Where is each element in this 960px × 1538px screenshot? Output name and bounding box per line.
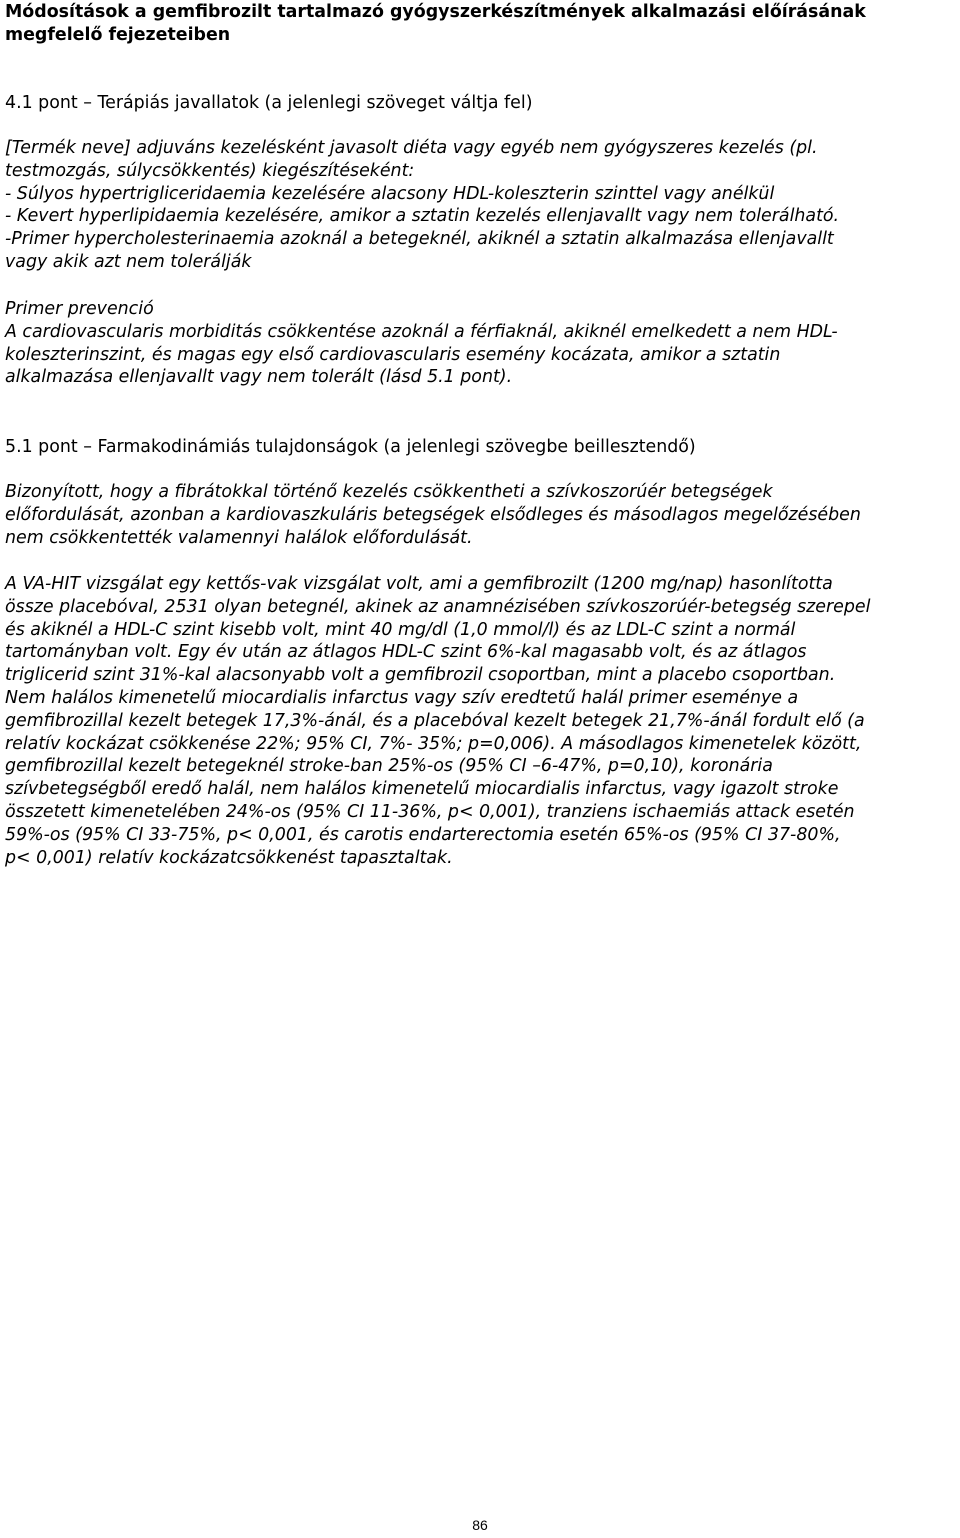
text-line: össze placebóval, 2531 olyan betegnél, akinek az anamnézisében szívkoszorúér-betegség szerepel [5, 596, 871, 617]
text-line: [Termék neve] adjuváns kezelésként javasolt diéta vagy egyéb nem gyógyszeres kezelés (pl. [5, 138, 818, 158]
text-line: A cardiovascularis morbiditás csökkentése azoknál a férfiaknál, akiknél emelkedett a nem HDL- [5, 321, 838, 342]
text-line: tartományban volt. Egy év után az átlagos HDL-C szint 6%-kal magasabb volt, és az átlagos [5, 642, 807, 663]
text-line: szívbetegségből eredő halál, nem halálos kimenetelű miocardialis infarctus, vagy igazolt stroke [5, 779, 839, 800]
section-4-1-text [5, 137, 957, 274]
text-line: Bizonyított, hogy a fibrátokkal történő kezelés csökkentheti a szívkoszorúér betegségek [5, 482, 773, 502]
text-line: relatív kockázat csökkenése 22%; 95% CI, 7%- 35%; p=0,006). A másodlagos kimenetelek között, [5, 733, 862, 754]
text-line: összetett kimenetelében 24%-os (95% CI 11-36%, p< 0,001), tranziens ischaemiás attack esetén [5, 801, 855, 822]
text-line: és akiknél a HDL-C szint kisebb volt, mint 40 mg/dl (1,0 mmol/l) és az LDL-C szint a normál [5, 619, 796, 640]
text-line: triglicerid szint 31%-kal alacsonyabb volt a gemfibrozil csoportban, mint a placebo csoportban. [5, 665, 836, 686]
title-line-1: Módosítások a gemfibrozilt tartalmazó gyógyszerkészítmények alkalmazási előírásának [5, 2, 866, 22]
text-line: p< 0,001) relatív kockázatcsökkenést tapasztaltak. [5, 847, 453, 868]
text-line: - Súlyos hypertrigliceridaemia kezelésére alacsony HDL-koleszterin szinttel vagy anélkül [5, 183, 775, 204]
section-4-1-heading: 4.1 pont – Terápiás javallatok (a jelenlegi szöveget váltja fel) [5, 93, 533, 113]
text-line: előfordulását, azonban a kardiovaszkuláris betegségek elsődleges és másodlagos megelőzésében [5, 504, 861, 525]
text-line: A VA-HIT vizsgálat egy kettős-vak vizsgálat volt, ami a gemfibrozilt (1200 mg/nap) hasonlította [5, 574, 833, 594]
document-title [5, 1, 955, 47]
primary-prevention-heading: Primer prevenció [5, 299, 154, 319]
text-line: koleszterinszint, és magas egy első cardiovascularis esemény kocázata, amikor a sztatin [5, 344, 781, 365]
primary-prevention-section [5, 298, 957, 389]
paragraph-va-hit [5, 573, 957, 869]
text-line: vagy akik azt nem tolerálják [5, 251, 252, 272]
title-line-2: megfelelő fejezeteiben [5, 24, 231, 45]
text-line: Nem halálos kimenetelű miocardialis infarctus vagy szív eredtetű halál primer eseménye a [5, 687, 799, 708]
text-line: -Primer hypercholesterinaemia azoknál a betegeknél, akiknél a sztatin alkalmazása ellenjavallt [5, 229, 834, 250]
text-line: nem csökkentették valamennyi halálok előfordulását. [5, 527, 473, 548]
text-line: - Kevert hyperlipidaemia kezelésére, amikor a sztatin kezelés ellenjavallt vagy nem tolerálható. [5, 206, 840, 227]
page-number: 86 [472, 1517, 488, 1533]
section-5-1-heading: 5.1 pont – Farmakodinámiás tulajdonságok (a jelenlegi szövegbe beillesztendő) [5, 437, 696, 457]
text-line: gemfibrozillal kezelt betegeknél stroke-ban 25%-os (95% CI –6-47%, p=0,10), koronária [5, 756, 773, 777]
text-line: gemfibrozillal kezelt betegek 17,3%-ánál, és a placebóval kezelt betegek 21,7%-ánál fordult elő (a [5, 710, 865, 731]
text-line: alkalmazása ellenjavallt vagy nem tolerált (lásd 5.1 pont). [5, 367, 513, 388]
text-line: 59%-os (95% CI 33-75%, p< 0,001, és carotis endarterectomia esetén 65%-os (95% CI 37-80%, [5, 824, 841, 845]
text-line: testmozgás, súlycsökkentés) kiegészítéseként: [5, 160, 415, 181]
paragraph-fibrates [5, 481, 957, 549]
